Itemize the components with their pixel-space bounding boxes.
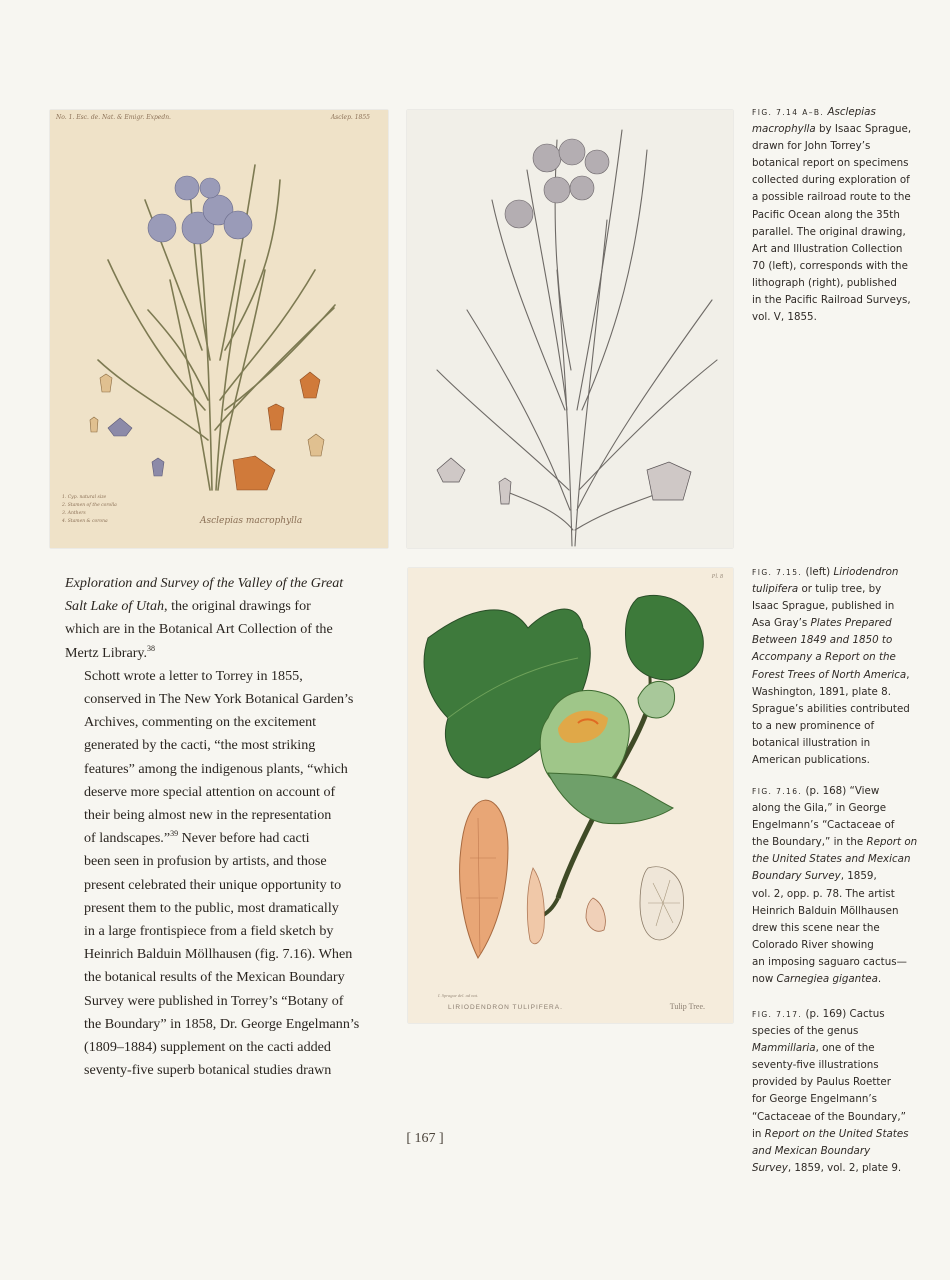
body-line: the botanical results of the Mexican Boundary	[84, 969, 345, 986]
plate-note: 4. Stamen & corona	[62, 519, 108, 524]
body-line: Archives, commenting on the excitement	[84, 714, 317, 731]
body-line: (1809–1884) supplement on the cacti added	[84, 1039, 331, 1056]
figure-label: FIG. 7.17.	[752, 1010, 803, 1019]
body-line: generated by the cacti, “the most striking	[84, 737, 316, 754]
footnote-ref: 39	[170, 829, 179, 839]
book-title: Salt Lake of Utah	[65, 598, 165, 615]
body-line: Mertz Library.$^{38}$	[65, 643, 156, 661]
body-line: present celebrated their unique opportunity to	[84, 876, 342, 893]
plate-header-script: No. 1. Esc. de. Nat. & Emigr. Expedn.	[56, 114, 171, 121]
plate-artist-credit: I. Sprague del. ad nat.	[438, 993, 479, 998]
figure-label: FIG. 7.14 A–B.	[752, 108, 825, 117]
plate-signature-script: Asclepias macrophylla	[200, 516, 303, 526]
body-line: deserve more special attention on account of	[84, 783, 336, 800]
asclepias-lithograph	[407, 110, 733, 548]
plate-common-caption: Tulip Tree.	[669, 1002, 705, 1011]
caption-fig-7-17: FIG. 7.17. (p. 169) Cactus species of the genus Mammillaria, one of the seventy-five illustrations provided by Paulus Roetter for George Engelmann’s “Cactaceae of the Boundary,” in Report on the United States and Mexican Boundary Survey, 1859, vol. 2, plate 9.	[752, 1008, 909, 1174]
body-line: which are in the Botanical Art Collection of the	[65, 621, 333, 638]
plate-note: 1. Cyp. natural size	[62, 495, 107, 500]
footnote-ref: 38	[147, 643, 156, 653]
asclepias-original-drawing	[50, 110, 388, 548]
body-line: features” among the indigenous plants, “which	[84, 760, 348, 777]
body-line	[65, 572, 395, 595]
plate-note: 3. Anthers	[62, 511, 86, 516]
asclepias-lithograph-illustration	[407, 110, 733, 548]
body-line: their being almost new in the representation	[84, 807, 332, 824]
body-line: Survey were published in Torrey’s “Botany of	[84, 992, 344, 1009]
body-line: been seen in profusion by artists, and those	[84, 853, 327, 870]
body-line: Schott wrote a letter to Torrey in 1855,	[84, 667, 303, 684]
body-paragraph	[65, 665, 395, 1083]
plate-notes	[62, 494, 117, 526]
caption-fig-7-14: FIG. 7.14 A–B. Asclepias macrophylla by Isaac Sprague, drawn for John Torrey’s botanical report on specimens collected during exploration of a possible railroad route to the Pacific Ocean along the 35th parallel. The original drawing, Art and Illustration Collection 70 (left), corresponds with the lithograph (right), published in the Pacific Railroad Surveys, vol. V, 1855.	[752, 106, 912, 324]
plate-number: Pl. 8	[711, 574, 723, 580]
body-line: conserved in The New York Botanical Garden’s	[84, 691, 354, 708]
body-line: present them to the public, most dramatically	[84, 899, 339, 916]
caption-fig-7-16: FIG. 7.16. (p. 168) “View along the Gila,” in George Engelmann’s “Cactaceae of the Boundary,” in the Report on the United States and Mexican Boundary Survey, 1859, vol. 2, opp. p. 78. The artist Heinrich Balduin Möllhausen drew this scene near the Colorado River showing an imposing saguaro cactus— now Carnegiea gigantea.	[752, 785, 918, 986]
body-line: Heinrich Balduin Möllhausen (fig. 7.16). When	[84, 946, 353, 963]
tulip-tree-illustration	[408, 568, 733, 1023]
body-line: Salt Lake of Utah, the original drawings for	[65, 598, 311, 615]
plate-date-script: Asclep. 1855	[330, 114, 370, 121]
book-title: Exploration and Survey of the Valley of the Great	[65, 575, 344, 591]
asclepias-watercolor-illustration	[50, 110, 388, 548]
liriodendron-plate	[408, 568, 733, 1023]
body-line: seventy-five superb botanical studies drawn	[84, 1062, 332, 1079]
figure-label: FIG. 7.15.	[752, 568, 803, 577]
figure-label: FIG. 7.16.	[752, 787, 803, 796]
body-text-column	[65, 572, 395, 1082]
body-line: the Boundary” in 1858, Dr. George Engelmann’s	[84, 1015, 360, 1032]
page-number: [ 167 ]	[406, 1131, 444, 1146]
caption-fig-7-15: FIG. 7.15. (left) Liriodendron tulipifera or tulip tree, by Isaac Sprague, published in Asa Gray’s Plates Prepared Between 1849 and 1850 to Accompany a Report on the Forest Trees of North America, Washington, 1891, plate 8. Sprague’s abilities contributed to a new prominence of botanical illustration in American publications.	[752, 566, 910, 767]
plate-latin-caption: LIRIODENDRON TULIPIFERA.	[448, 1004, 563, 1011]
body-line: in a large frontispiece from a field sketch by	[84, 923, 334, 940]
plate-note: 2. Stamen of the corolla	[62, 503, 117, 508]
body-paragraph	[65, 572, 395, 665]
body-line: of landscapes.”$^{39}$ Never before had cacti	[84, 829, 310, 847]
